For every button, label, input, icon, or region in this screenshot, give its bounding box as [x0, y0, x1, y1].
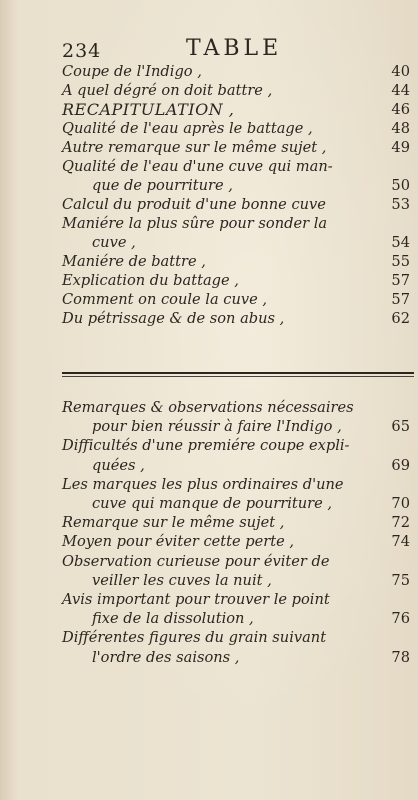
entry-page-number: 75 [391, 571, 410, 589]
table-entry [62, 475, 414, 513]
entry-text: Coupe de l'Indigo , [62, 63, 202, 80]
entry-page-number: 72 [391, 514, 410, 532]
entry-page-number: 65 [391, 418, 410, 436]
table-entry [62, 552, 414, 590]
entry-page-number: 44 [391, 82, 410, 99]
entry-text: Autre remarque sur le même sujet , [62, 139, 327, 156]
table-entry [62, 252, 414, 271]
section-divider-thin [62, 376, 414, 377]
section-divider [62, 372, 414, 374]
entry-text: Comment on coule la cuve , [62, 291, 268, 308]
entry-text: Remarques & observations nécessaires [62, 399, 354, 416]
entry-text: que de pourriture , [92, 177, 233, 194]
table-entries-top [62, 62, 414, 328]
table-entry [62, 309, 414, 328]
table-entry [62, 157, 414, 195]
entry-text: Qualité de l'eau d'une cuve qui man- [62, 158, 333, 175]
entry-text: Observation curieuse pour éviter de [62, 552, 330, 570]
entry-text: Calcul du produit d'une bonne cuve [62, 196, 326, 213]
entry-text: l'ordre des saisons , [92, 648, 240, 666]
table-entries-bottom [62, 398, 414, 667]
entry-page-number: 62 [391, 310, 410, 327]
entry-page-number: 57 [391, 272, 410, 289]
entry-page-number: 70 [391, 495, 410, 513]
entry-text: pour bien réussir à faire l'Indigo , [92, 418, 342, 436]
entry-text: Maniére la plus sûre pour sonder la [62, 215, 328, 232]
table-entry [62, 81, 414, 100]
table-entry [62, 195, 414, 214]
entry-text: Moyen pour éviter cette perte , [62, 533, 295, 551]
entry-page-number: 57 [391, 291, 410, 308]
table-entry [62, 100, 414, 119]
table-entry [62, 119, 414, 138]
entry-page-number: 46 [391, 101, 410, 118]
entry-text: Qualité de l'eau après le battage , [62, 120, 313, 137]
table-entry [62, 590, 414, 628]
table-entry [62, 532, 414, 551]
entry-text: Explication du battage , [62, 272, 239, 289]
entry-page-number: 69 [391, 456, 410, 474]
entry-text: A quel dégré on doit battre , [62, 82, 273, 99]
entry-text: cuve qui manque de pourriture , [92, 495, 333, 513]
entry-text: veiller les cuves la nuit , [92, 571, 272, 589]
entry-text: Difficultés d'une premiére coupe expli- [62, 437, 350, 455]
table-entry [62, 271, 414, 290]
table-entry [62, 214, 414, 252]
entry-page-number: 40 [391, 63, 410, 80]
entry-page-number: 74 [391, 533, 410, 551]
entry-page-number: 53 [391, 196, 410, 213]
page-number: 234 [62, 40, 102, 62]
entry-text: Les marques les plus ordinaires d'une [62, 475, 344, 493]
entry-page-number: 50 [391, 177, 410, 194]
entry-text: Avis important pour trouver le point [62, 591, 330, 609]
entry-page-number: 78 [391, 648, 410, 666]
table-entry [62, 436, 414, 474]
table-entry [62, 513, 414, 532]
table-entry [62, 138, 414, 157]
entry-text: Remarque sur le même sujet , [62, 514, 285, 532]
table-entry [62, 398, 414, 436]
page-title: TABLE [186, 36, 283, 61]
entry-text: fixe de la dissolution , [92, 610, 254, 628]
entry-page-number: 54 [391, 234, 410, 251]
entry-page-number: 76 [391, 610, 410, 628]
entry-text: Du pétrissage & de son abus , [62, 310, 285, 327]
entry-text: RECAPITULATION , [62, 100, 235, 119]
page-header [62, 36, 408, 62]
table-entry [62, 290, 414, 309]
entry-page-number: 49 [391, 139, 410, 156]
entry-text: Maniére de battre , [62, 253, 206, 270]
table-entry [62, 628, 414, 666]
entry-text: quées , [92, 456, 145, 474]
table-entry [62, 62, 414, 81]
entry-text: cuve , [92, 234, 136, 251]
entry-text: Différentes figures du grain suivant [62, 629, 327, 647]
entry-page-number: 55 [391, 253, 410, 270]
entry-page-number: 48 [391, 120, 410, 137]
